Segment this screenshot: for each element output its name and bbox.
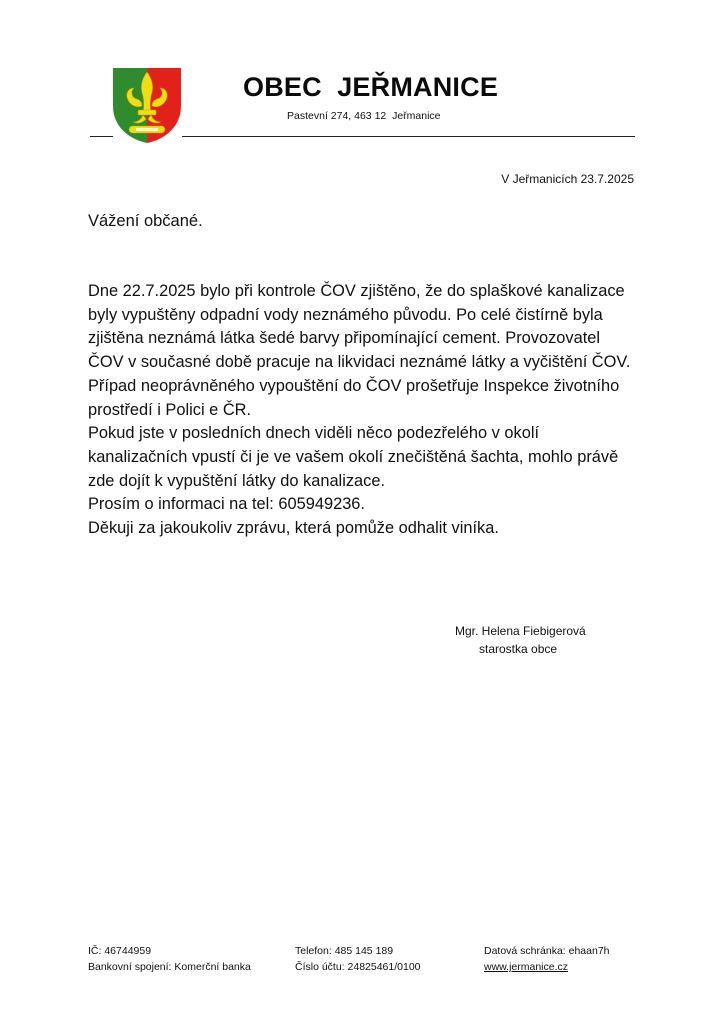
footer-column-contact [295, 943, 421, 975]
organization-address: Pastevní 274, 463 12 Jeřmanice [287, 110, 441, 122]
crest-band [129, 126, 165, 133]
footer-column-ids [88, 943, 251, 975]
signatory-name: Mgr. Helena Fiebigerová [455, 624, 586, 638]
footer-account: Číslo účtu: 24825461/0100 [295, 961, 421, 973]
letter-greeting: Vážení občané. [88, 212, 203, 230]
footer-website-link[interactable]: www.jermanice.cz [484, 961, 569, 973]
signature-block [455, 622, 586, 658]
letter-body [88, 280, 648, 541]
signatory-role: starostka obce [479, 642, 558, 656]
body-line: kanalizačních vpustí či je ve vašem okolí znečištěná šachta, mohlo právě [88, 447, 619, 466]
coat-of-arms-icon [111, 66, 183, 144]
footer-bank: Bankovní spojení: Komerční banka [88, 961, 251, 973]
footer-data-box: Datová schránka: ehaan7h [484, 945, 610, 957]
place-and-date: V Jeřmanicích 23.7.2025 [501, 172, 634, 186]
body-line: Prosím o informaci na tel: 605949236. [88, 495, 365, 514]
header-rule-left [90, 136, 113, 137]
body-line: zjištěna neznámá látka šedé barvy připomínající cement. Provozovatel [88, 329, 601, 348]
header-rule-right [182, 136, 635, 137]
body-line: prostředí i Polici e ČR. [88, 400, 252, 419]
footer-ic: IČ: 46744959 [88, 945, 152, 957]
body-line: ČOV v současné době pracuje na likvidaci neznámé látky a vyčištění ČOV. [88, 353, 631, 372]
organization-title: OBEC JEŘMANICE [243, 72, 499, 102]
body-line: zde dojít k vypuštění látky do kanalizace. [88, 471, 386, 490]
body-line: Děkuji za jakoukoliv zprávu, která pomůže odhalit viníka. [88, 519, 499, 538]
footer-phone: Telefon: 485 145 189 [295, 945, 394, 957]
body-line: byly vypuštěny odpadní vody neznámého původu. Po celé čistírně byla [88, 305, 603, 324]
footer-column-web [484, 943, 610, 975]
body-line: Dne 22.7.2025 bylo při kontrole ČOV zjištěno, že do splaškové kanalizace [88, 282, 625, 300]
body-line: Pokud jste v posledních dnech viděli něco podezřelého v okolí [88, 424, 540, 443]
body-line: Případ neoprávněného vypouštění do ČOV prošetřuje Inspekce životního [88, 376, 620, 395]
